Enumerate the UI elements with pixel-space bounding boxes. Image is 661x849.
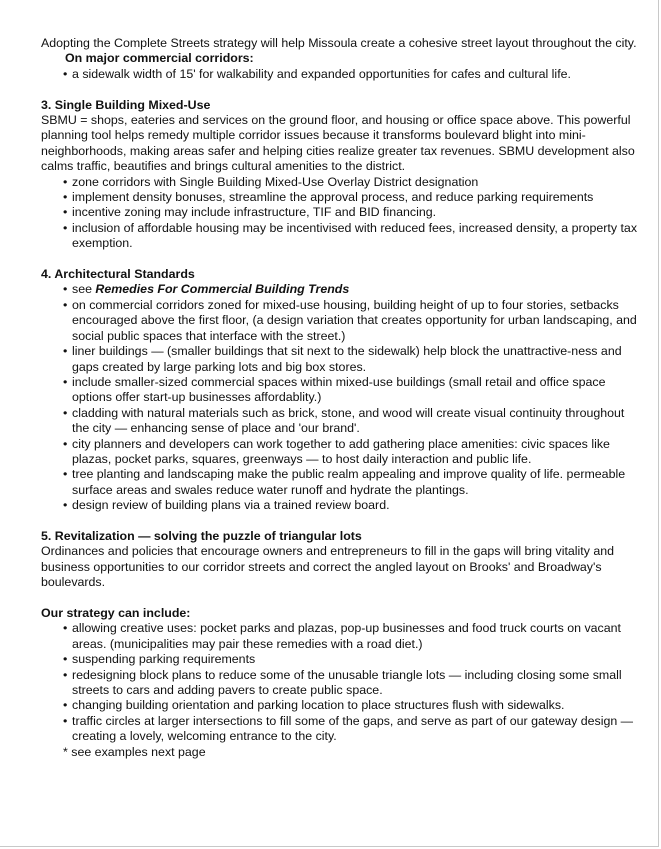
list-item: • implement density bonuses, streamline the approval process, and reduce parking requirements [63, 190, 641, 205]
section-5-paragraph: Ordinances and policies that encourage owners and entrepreneurs to fill in the gaps will bring vitality and business opportunities to our corridor streets and correct the angled layout on Brooks' and Broadway's boulevards. [41, 544, 615, 590]
list-item: • cladding with natural materials such as brick, stone, and wood will create visual continuity throughout the city — enhancing sense of place and 'our brand'. [63, 406, 641, 437]
list-item: • incentive zoning may include infrastructure, TIF and BID financing. [63, 205, 641, 220]
list-item: • redesigning block plans to reduce some of the unusable triangle lots — including closing some small streets to cars and adding pavers to create public space. [63, 668, 641, 699]
examples-note: * see examples next page [63, 744, 206, 759]
intro-bullet-list [41, 67, 641, 82]
intro-paragraph: Adopting the Complete Streets strategy will help Missoula create a cohesive street layout throughout the city. [41, 36, 637, 50]
section-3-heading: 3. Single Building Mixed-Use [41, 97, 211, 112]
section-4-bullet-list [41, 282, 641, 513]
intro-subheading: On major commercial corridors: [65, 51, 254, 66]
see-reference-title: Remedies For Commercial Building Trends [95, 282, 350, 297]
list-item: • a sidewalk width of 15' for walkability and expanded opportunities for cafes and cultural life. [63, 67, 641, 82]
list-item: • tree planting and landscaping make the public realm appealing and improve quality of life. permeable surface areas and swales reduce water runoff and hydrate the plantings. [63, 467, 641, 498]
list-item: • allowing creative uses: pocket parks and plazas, pop-up businesses and food truck courts on vacant areas. (municipalities may pair these remedies with a road diet.) [63, 621, 641, 652]
list-item: • design review of building plans via a trained review board. [63, 498, 641, 513]
list-item: • inclusion of affordable housing may be incentivised with reduced fees, increased density, a property tax exemption. [63, 221, 641, 252]
list-item: • liner buildings — (smaller buildings that sit next to the sidewalk) help block the unattractive-ness and gaps created by large parking lots and big box stores. [63, 344, 641, 375]
list-item: • traffic circles at larger intersections to fill some of the gaps, and serve as part of our gateway design — creating a lovely, welcoming entrance to the city. [63, 714, 641, 745]
list-item: • changing building orientation and parking location to place structures flush with sidewalks. [63, 698, 641, 713]
see-prefix: see [72, 282, 96, 297]
section-5-heading: 5. Revitalization — solving the puzzle of triangular lots [41, 528, 362, 543]
strategy-heading: Our strategy can include: [41, 605, 191, 620]
list-item: • zone corridors with Single Building Mixed-Use Overlay District designation [63, 175, 641, 190]
section-3-paragraph: SBMU = shops, eateries and services on the ground floor, and housing or office space above. This powerful planning tool helps remedy multiple corridor issues because it transforms boulevard blight into mini-neighborhoods, making areas safer and helping cities realize greater tax revenues. SBMU development also calms traffic, beautifies and brings cultural amenities to the district. [41, 113, 635, 174]
list-item: • include smaller-sized commercial spaces within mixed-use buildings (small retail and office space options offer start-up businesses affordablity.) [63, 375, 641, 406]
page-content [41, 36, 641, 760]
strategy-bullet-list [41, 621, 641, 744]
section-4-heading: 4. Architectural Standards [41, 267, 195, 282]
list-item [63, 282, 641, 297]
list-item: • city planners and developers can work together to add gathering place amenities: civic spaces like plazas, pocket parks, squares, greenways — to host daily interaction and public life. [63, 437, 641, 468]
list-item: • suspending parking requirements [63, 652, 641, 667]
section-3-bullet-list [41, 175, 641, 252]
list-item: • on commercial corridors zoned for mixed-use housing, building height of up to four stories, setbacks encouraged above the first floor, (a design variation that creates opportunity for urban landscaping, and social public spaces that interface with the street.) [63, 298, 641, 344]
